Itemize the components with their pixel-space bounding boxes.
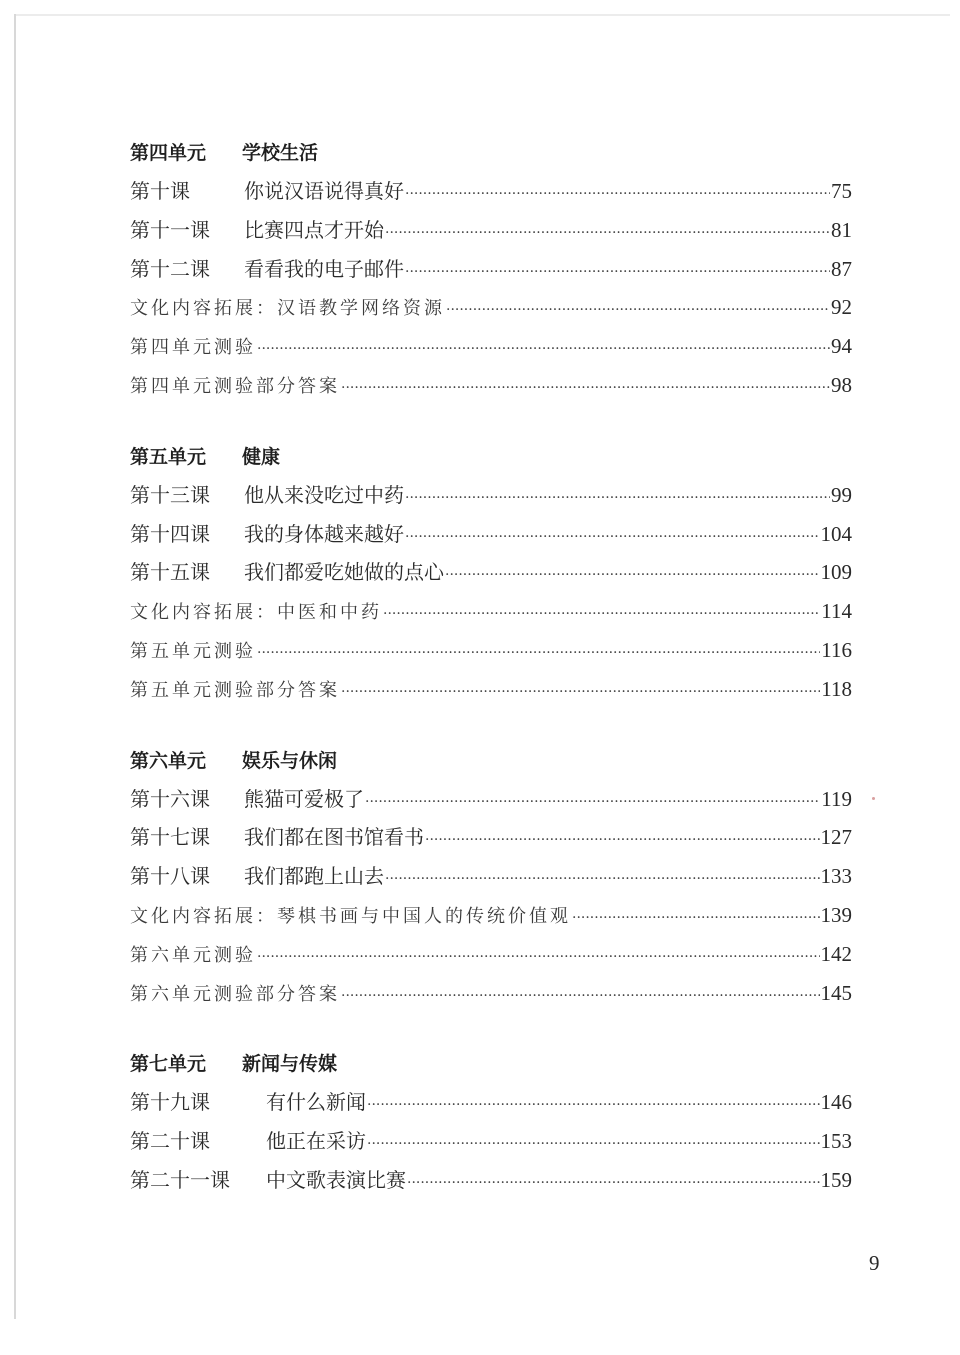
unit-number: 第六单元 — [130, 749, 207, 772]
entry-title: 第六单元测验 — [130, 944, 256, 966]
entry-title: 第六单元测验部分答案 — [130, 983, 340, 1005]
entry-title: 文化内容拓展：中医和中药 — [130, 602, 382, 624]
toc-entry-answers[interactable] — [130, 974, 852, 1013]
entry-title: 看看我的电子邮件 — [244, 256, 404, 281]
entry-title: 第五单元测验 — [130, 640, 256, 662]
page-ref: 104 — [820, 521, 852, 546]
entry-title: 熊猫可爱极了 — [244, 786, 364, 811]
dot-leader — [405, 518, 820, 557]
dot-leader — [383, 595, 820, 634]
toc-entry-lesson[interactable] — [130, 476, 852, 515]
dot-leader — [572, 899, 820, 938]
dot-leader — [367, 1125, 820, 1164]
dot-leader — [341, 673, 820, 712]
dot-leader — [367, 1086, 820, 1125]
entry-title: 我们都在图书馆看书 — [244, 825, 424, 850]
page-ref: 114 — [821, 599, 852, 624]
page-ref: 94 — [831, 334, 852, 359]
toc-entry-quiz[interactable] — [130, 935, 852, 974]
entry-title: 第四单元测验 — [130, 337, 256, 359]
page-ref: 146 — [820, 1090, 852, 1115]
toc-entry-lesson[interactable] — [130, 250, 852, 289]
entry-title: 有什么新闻 — [266, 1090, 366, 1115]
toc-entry-answers[interactable] — [130, 670, 852, 709]
unit-title: 健康 — [242, 445, 281, 468]
lesson-number: 第十二课 — [130, 256, 210, 281]
dot-leader — [385, 214, 830, 253]
entry-title: 比赛四点才开始 — [244, 217, 384, 242]
toc-entry-lesson[interactable] — [130, 857, 852, 896]
toc-entry-quiz[interactable] — [130, 327, 852, 366]
table-of-contents — [130, 134, 852, 1233]
page-ref: 133 — [820, 864, 852, 889]
page-ref: 98 — [831, 372, 852, 397]
dot-leader — [385, 860, 820, 899]
toc-entry-lesson[interactable] — [130, 515, 852, 554]
dot-leader — [445, 556, 820, 595]
page-edge-left — [14, 14, 16, 1319]
lesson-number: 第二十课 — [130, 1129, 210, 1154]
dot-leader — [405, 479, 830, 518]
lesson-number: 第十五课 — [130, 560, 210, 585]
lesson-number: 第十四课 — [130, 521, 210, 546]
toc-entry-culture[interactable] — [130, 288, 852, 327]
dot-leader — [257, 938, 820, 977]
entry-title: 第四单元测验部分答案 — [130, 375, 340, 397]
unit-title: 娱乐与休闲 — [242, 749, 338, 772]
entry-title: 你说汉语说得真好 — [244, 179, 404, 203]
lesson-number: 第十课 — [130, 179, 190, 203]
unit-number: 第五单元 — [130, 445, 207, 468]
unit-number: 第四单元 — [130, 142, 207, 164]
dot-leader — [365, 783, 820, 822]
dot-leader — [407, 1164, 820, 1203]
page-ref: 153 — [820, 1129, 852, 1154]
unit-heading — [130, 134, 852, 172]
entry-title: 文化内容拓展：琴棋书画与中国人的传统价值观 — [130, 905, 571, 927]
dot-leader — [341, 977, 820, 1016]
toc-entry-lesson[interactable] — [130, 553, 852, 592]
unit-title: 新闻与传媒 — [242, 1053, 338, 1076]
toc-entry-lesson[interactable] — [130, 818, 852, 857]
toc-entry-quiz[interactable] — [130, 631, 852, 670]
toc-entry-culture[interactable] — [130, 896, 852, 935]
page-ref: 75 — [831, 179, 852, 203]
unit-title: 学校生活 — [242, 142, 319, 164]
page-ref: 127 — [820, 825, 852, 850]
toc-entry-answers[interactable] — [130, 366, 852, 405]
unit-5 — [130, 438, 852, 709]
page-ref: 119 — [821, 786, 852, 811]
toc-entry-lesson[interactable] — [130, 1083, 852, 1122]
dot-leader — [341, 369, 830, 408]
toc-entry-lesson[interactable] — [130, 1122, 852, 1161]
lesson-number: 第二十一课 — [130, 1167, 230, 1192]
lesson-number: 第十六课 — [130, 786, 210, 811]
scan-speck — [872, 797, 875, 800]
unit-heading — [130, 742, 852, 780]
unit-heading — [130, 438, 852, 476]
dot-leader — [257, 634, 820, 673]
entry-title: 他从来没吃过中药 — [244, 482, 404, 507]
dot-leader — [405, 175, 830, 214]
toc-entry-lesson[interactable] — [130, 1161, 852, 1200]
page-ref: 81 — [831, 217, 852, 242]
page-ref: 87 — [831, 256, 852, 281]
page-number: 9 — [869, 1251, 880, 1275]
toc-entry-lesson[interactable] — [130, 780, 852, 819]
dot-leader — [425, 821, 820, 860]
toc-entry-lesson[interactable] — [130, 172, 852, 211]
entry-title: 文化内容拓展：汉语教学网络资源 — [130, 298, 445, 320]
dot-leader — [405, 253, 830, 292]
page-ref: 109 — [820, 560, 852, 585]
lesson-number: 第十七课 — [130, 825, 210, 850]
lesson-number: 第十一课 — [130, 217, 210, 242]
entry-title: 中文歌表演比赛 — [266, 1167, 406, 1192]
unit-number: 第七单元 — [130, 1053, 207, 1076]
page-ref: 139 — [820, 902, 852, 927]
toc-entry-lesson[interactable] — [130, 211, 852, 250]
entry-title: 我们都跑上山去 — [244, 864, 384, 889]
page-ref: 116 — [821, 637, 852, 662]
page-ref: 145 — [820, 980, 852, 1005]
entry-title: 他正在采访 — [266, 1129, 366, 1154]
page-ref: 118 — [821, 676, 852, 701]
lesson-number: 第十九课 — [130, 1090, 210, 1115]
toc-entry-culture[interactable] — [130, 592, 852, 631]
page-ref: 159 — [820, 1167, 852, 1192]
lesson-number: 第十八课 — [130, 864, 210, 889]
unit-heading — [130, 1045, 852, 1083]
dot-leader — [446, 291, 830, 330]
unit-7 — [130, 1045, 852, 1199]
unit-6 — [130, 742, 852, 1013]
page-ref: 99 — [831, 482, 852, 507]
entry-title: 我的身体越来越好 — [244, 521, 404, 546]
unit-4 — [130, 134, 852, 405]
page-ref: 142 — [820, 941, 852, 966]
entry-title: 第五单元测验部分答案 — [130, 679, 340, 701]
page-ref: 92 — [831, 295, 852, 320]
entry-title: 我们都爱吃她做的点心 — [244, 560, 444, 585]
page-edge-top — [14, 14, 950, 16]
lesson-number: 第十三课 — [130, 482, 210, 507]
dot-leader — [257, 330, 830, 369]
